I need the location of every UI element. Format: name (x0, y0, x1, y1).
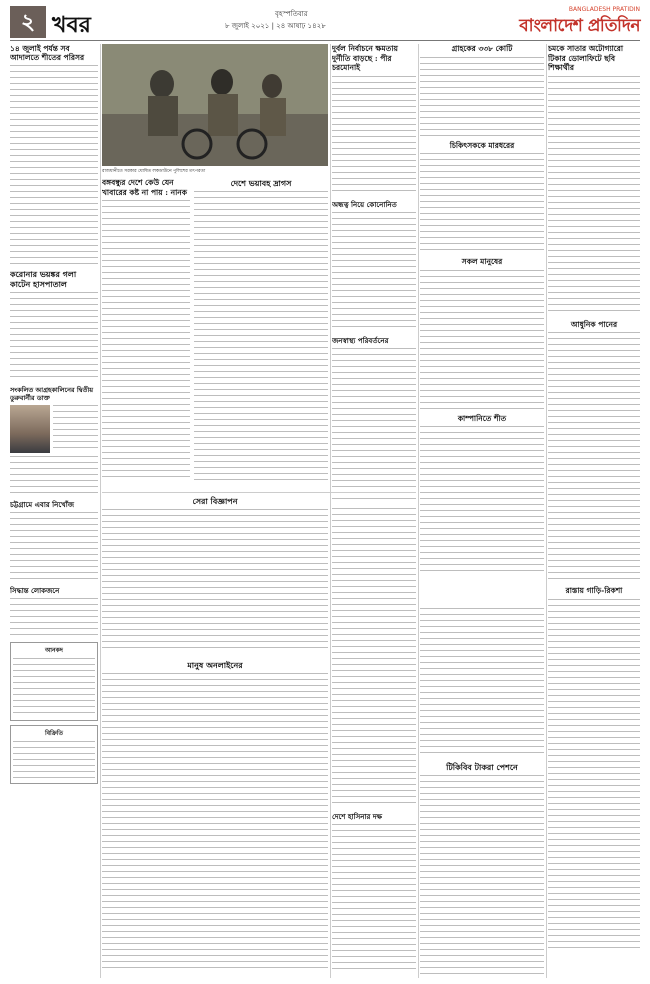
article-body (10, 456, 98, 496)
seba-block (102, 496, 328, 656)
column-6 (548, 44, 640, 974)
article-body (332, 348, 416, 505)
article-body (332, 212, 416, 332)
article-body (13, 658, 95, 718)
column-divider (330, 44, 331, 978)
headline: গ্রাহকের ৩৩৮ কোটি (451, 44, 513, 53)
headline: চিকিৎসককে মারধরের (449, 140, 515, 150)
headline: ১৪ জুলাই পর্যন্ত সব আদালতে শীতের পরিসর (10, 44, 85, 62)
portrait-block (10, 405, 98, 453)
notice-box (10, 725, 98, 784)
article-body (420, 426, 544, 576)
headline: দেশে ভয়াবহ দ্রাগস (230, 178, 292, 188)
headline: দুর্বল নির্বাচনে ক্ষমতায় দুর্নীতি বাড়ছে : পীর চরমোনাই (332, 44, 398, 72)
column-5-lower (420, 608, 544, 978)
column-divider (100, 44, 101, 978)
lockdown-block (102, 660, 328, 980)
masthead (10, 6, 640, 40)
article-body (102, 509, 328, 649)
column-5 (420, 44, 544, 604)
article-body (548, 332, 640, 582)
column-4-lower (332, 508, 416, 978)
column-divider (546, 44, 547, 978)
column-1 (10, 44, 98, 974)
headline: চমকে সাতার অটোগ্যারো টিকার ডোলাফিটে ছবি শিক্ষার্থীর (548, 44, 624, 72)
photo-caption: রাজধানীতে সরকার ঘোষিত লকডাউনে পুলিশের তৎপরতা (102, 169, 206, 174)
article-body (332, 508, 416, 808)
headline: দেশে হাসিনার দক্ষ (332, 812, 383, 821)
headline: সকল মানুষের (461, 257, 503, 266)
headline: কাম্পানিতে শীত (457, 413, 507, 423)
column-4 (332, 44, 416, 504)
headline: মানুষ অনলাইনের (187, 660, 243, 670)
headline: বঙ্গবন্ধুর দেশে কেউ যেন খাবারের কষ্ট না পায় : নানক (102, 178, 187, 197)
column-divider (418, 44, 419, 978)
section-title: খবর (52, 12, 91, 38)
article-body (13, 741, 95, 781)
article-body (548, 599, 640, 949)
article-body (420, 270, 544, 410)
headline: আধুনিক পানের (570, 319, 618, 329)
column-2 (102, 178, 190, 488)
article-body (420, 153, 544, 253)
article-body (332, 76, 416, 196)
headline: জনস্বাস্থ্য পরিবর্তনের (332, 335, 389, 345)
article-body (194, 191, 328, 481)
article-body (53, 405, 98, 453)
photo-illustration (102, 44, 328, 166)
headline: সংকলিত আগ্রহকালিনের দ্বিতীয় ডুরুবার্নীর ডাক্ত (10, 386, 94, 402)
article-body (548, 76, 640, 316)
article-body (10, 512, 98, 582)
article-body (10, 598, 98, 638)
article-body (102, 200, 190, 480)
headline: অন্ধত্ব নিয়ে কোনোনিত (332, 199, 397, 209)
column-3 (194, 178, 328, 488)
headline: রাস্তায় গাড়ি-রিকশা (565, 586, 623, 595)
obituary-title: আনকদ (45, 647, 63, 654)
article-body (420, 57, 544, 137)
headline: করোনার ভয়ঙ্কর গলা কাটেন হাসপাতাল (10, 269, 77, 289)
main-photo (102, 44, 328, 166)
brand-tagline: BANGLADESH PRATIDIN (568, 6, 640, 13)
portrait-photo (10, 405, 50, 453)
brand-logo (519, 6, 640, 41)
brand-name: বাংলাদেশ প্রতিদিন (519, 16, 640, 36)
masthead-rule (10, 40, 640, 41)
article-body (420, 608, 544, 758)
article-body (10, 65, 98, 265)
notice-title: বিক্রিতি (44, 730, 63, 737)
article-body (332, 824, 416, 974)
date: ৮ জুলাই ২০২১ | ২৪ আষাঢ় ১৪২৮ (225, 22, 326, 30)
divider (102, 492, 416, 493)
obituary-box (10, 642, 98, 721)
headline: সিদ্ধান্ত লোকজনে (10, 586, 60, 595)
page-number: ২ (10, 6, 46, 38)
day: বৃহস্পতিবার (275, 10, 308, 18)
headline: টিকিবিব টাকরা পেশনে (446, 762, 518, 772)
headline: সেরা বিজ্ঞাপন (192, 496, 238, 506)
article-body (10, 292, 98, 382)
article-body (420, 775, 544, 975)
headline: চট্টগ্রামে এবার নিখোঁজ (10, 500, 75, 509)
article-body (102, 673, 328, 973)
